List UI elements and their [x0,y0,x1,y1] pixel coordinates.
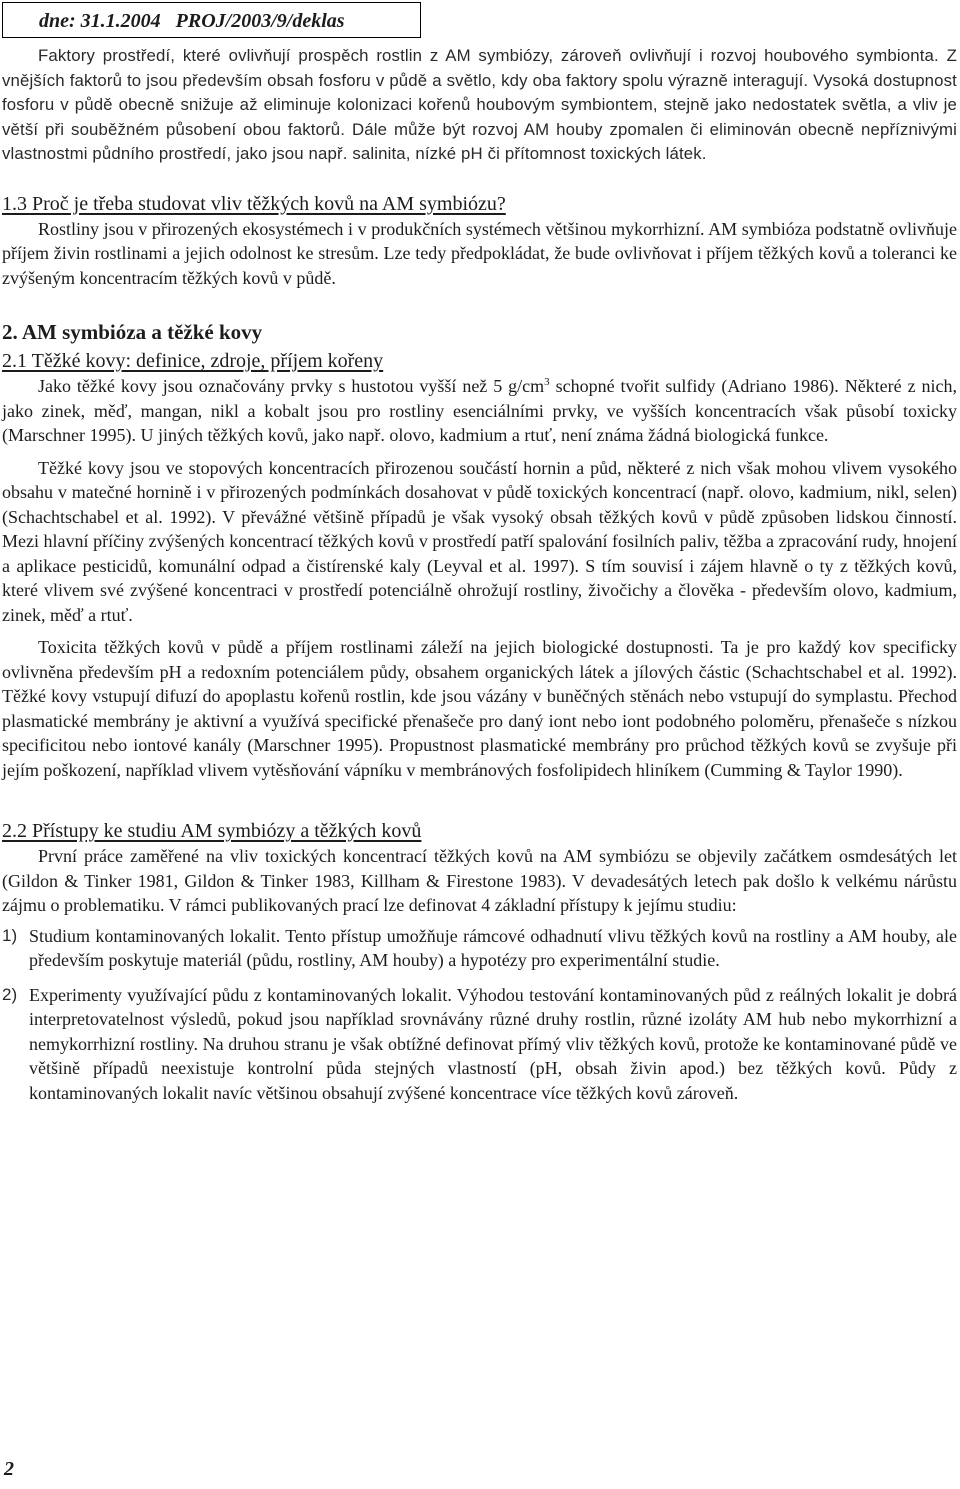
header-project-code: PROJ/2003/9/deklas [175,10,345,32]
page-content [2,44,957,1115]
paragraph-1-3: Rostliny jsou v přirozených ekosystémech i v produkčních systémech většinou mykorrhizní. AM symbióza podstatně ovlivňuje příjem živin rostlinami a jejich odolnost ke stresům. Lze tedy předpokládat, že bude ovlivňovat i příjem těžkých kovů a toleranci ke zvýšeným koncentracím těžkých kovů v půdě. [2,218,957,288]
approaches-list [2,924,957,1106]
heading-2-1: 2.1 Těžké kovy: definice, zdroje, příjem kořeny [2,350,384,372]
paragraph-2-1-a [2,374,957,448]
superscript-3: 3 [544,376,550,388]
document-header [2,2,421,38]
paragraph-2-1-a-rest: schopné tvořit sulfidy (Adriano 1986). Některé z nich, jako zinek, měď, mangan, nikl a kobalt jsou pro rostliny esenciálními prvky, ve vyšších koncentracích však působí toxicky (Marschner 1995). U jiných těžkých kovů, jako např. olovo, kadmium a rtuť, není známa žádná biologická funkce. [2,376,957,445]
header-date: dne: 31.1.2004 [39,10,161,32]
paragraph-2-1-c: Toxicita těžkých kovů v půdě a příjem rostlinami záleží na jejich biologické dostupnosti. Ta je pro každý kov specificky ovlivněna především pH a redoxním potenciálem půdy, obsahem organických látek a jílových částic (Schachtschabel et al. 1992). Těžké kovy vstupují difuzí do apoplastu kořenů rostlin, kde jsou vázány v buněčných stěnách nebo vstupují do symplastu. Přechod plasmatické membrány je aktivní a využívá specifické přenašeče pro daný iont nebo iont podobného poloměru, přenašeče s nízkou specificitou nebo iontové kanály (Marschner 1995). Propustnost plasmatické membrány pro průchod těžkých kovů se zvyšuje při jejím poškození, například vlivem vytěsňování vápníku v membránových fosfolipidech hliníkem (Cumming & Taylor 1990). [2,637,957,780]
list-item-text: Studium kontaminovaných lokalit. Tento přístup umožňuje rámcové odhadnutí vlivu těžkých kovů na rostliny a AM houby, ale především poskytuje materiál (půdu, rostliny, AM houby) a hypotézy pro experimentální studie. [29,925,957,970]
list-item-number: 1) [2,925,18,945]
list-item-number: 2) [2,984,18,1004]
page-number: 2 [4,1458,14,1480]
paragraph-2-1-a-text: Jako těžké kovy jsou označovány prvky s hustotou vyšší než 5 g/cm [38,376,545,396]
list-item-text: Experimenty využívající půdu z kontaminovaných lokalit. Výhodou testování kontaminovaných půd z reálných lokalit je dobrá interpretovatelnost výsledů, pokud jsou například srovnávány různé druhy rostlin, různé izoláty AM hub nebo mykorrhizní a nemykorrhizní rostliny. Na druhou stranu je však obtížné definovat přímý vliv těžkých kovů, protože ke kontaminované půdě ve většině případů neexistuje kontrolní půda stejných vlastností (pH, obsah živin apod.) bez těžkých kovů. Půdy z kontaminovaných lokalit navíc většinou obsahují zvýšené koncentrace více těžkých kovů zároveň. [29,984,957,1103]
heading-2-2: 2.2 Přístupy ke studiu AM symbiózy a těžkých kovů [2,820,422,842]
paragraph-intro: Faktory prostředí, které ovlivňují prospěch rostlin z AM symbiózy, zároveň ovlivňují i rozvoj houbového symbionta. Z vnějších faktorů to jsou především obsah fosforu v půdě a světlo, kdy oba faktory spolu výrazně interagují. Vysoká dostupnost fosforu v půdě obecně snižuje až eliminuje kolonizaci kořenů houbovým symbiontem, stejně jako nedostatek světla, a vliv je větší při souběžném působení obou faktorů. Dále může být rozvoj AM houby zpomalen či eliminován obecně nepříznivými vlastnostmi půdního prostředí, jako jsou např. salinita, nízké pH či přítomnost toxických látek. [2,46,957,163]
paragraph-2-2: První práce zaměřené na vliv toxických koncentrací těžkých kovů na AM symbiózu se objevily začátkem osmdesátých let (Gildon & Tinker 1981, Gildon & Tinker 1983, Killham & Firestone 1983). V devadesátých letech pak došlo k velkému nárůstu zájmu o problematiku. V rámci publikovaných prací lze definovat 4 základní přístupy k jejímu studiu: [2,846,957,915]
paragraph-2-1-b: Těžké kovy jsou ve stopových koncentracích přirozenou součástí hornin a půd, některé z nich však mohou vlivem vysokého obsahu v matečné hornině i v přirozených podmínkách dosahovat v půdě toxických koncentrací (např. olovo, kadmium, nikl, selen) (Schachtschabel et al. 1992). V převážné většině případů je však vysoký obsah těžkých kovů v půdě způsoben lidskou činností. Mezi hlavní příčiny zvýšených koncentrací těžkých kovů v prostředí patří spalování fosilních paliv, těžba a zpracování rudy, hnojení a aplikace pesticidů, komunální odpad a čistírenské kaly (Leyval et al. 1997). S tím souvisí i zájem hlavně o ty z těžkých kovů, které vlivem své zvýšené koncentraci v prostředí potenciálně ohrožují rostliny, živočichy a člověka - především olovo, kadmium, zinek, měď a rtuť. [2,457,957,625]
list-item [2,924,957,973]
heading-1-3: 1.3 Proč je třeba studovat vliv těžkých kovů na AM symbiózu? [2,192,506,215]
heading-2: 2. AM symbióza a těžké kovy [2,320,263,344]
list-item [2,983,957,1106]
